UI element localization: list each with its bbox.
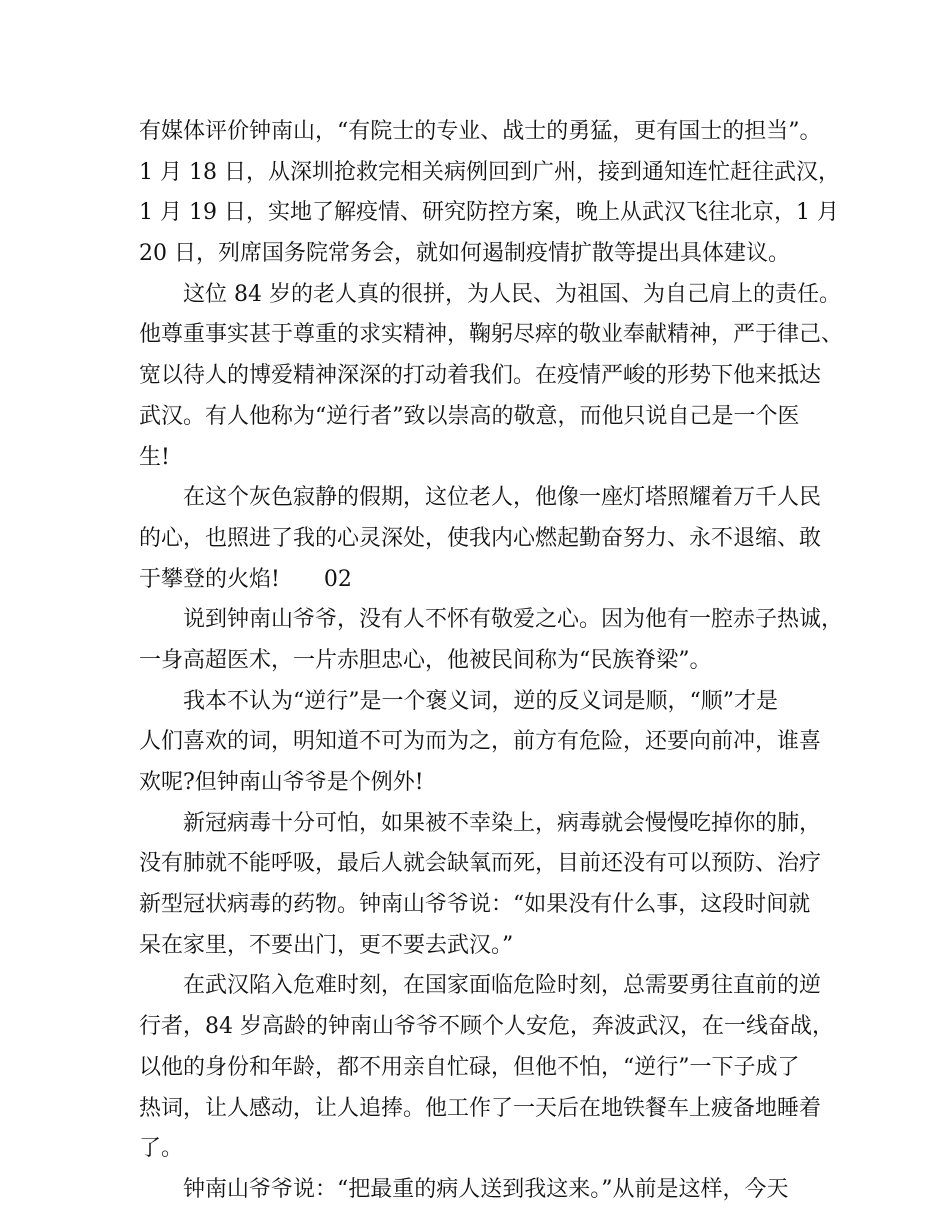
text-line: 新型冠状病毒的药物。钟南山爷爷说：“如果没有什么事，这段时间就 xyxy=(139,892,811,918)
text-line: 我本不认为“逆行”是一个褒义词，逆的反义词是顺，“顺”才是 xyxy=(139,688,778,714)
text-line: 1 月 18 日，从深圳抢救完相关病例回到广州，接到通知连忙赶往武汉， xyxy=(139,159,840,185)
text-line: 行者，84 岁高龄的钟南山爷爷不顾个人安危，奔波武汉，在一线奋战， xyxy=(139,1014,834,1040)
text-line: 没有肺就不能呼吸，最后人就会缺氧而死，目前还没有可以预防、治疗 xyxy=(139,851,822,877)
article-body xyxy=(139,112,844,1211)
text-line: 的心，也照进了我的心灵深处，使我内心燃起勤奋努力、永不退缩、敢 xyxy=(139,525,822,551)
text-line: 他尊重事实甚于尊重的求实精神，鞠躬尽瘁的敬业奉献精神，严于律己、 xyxy=(139,322,844,348)
text-line: 武汉。有人他称为“逆行者”致以崇高的敬意，而他只说自己是一个医 xyxy=(139,403,800,429)
text-line: 在这个灰色寂静的假期，这位老人，他像一座灯塔照耀着万千人民 xyxy=(139,485,822,511)
text-line: 20 日，列席国务院常务会，就如何遏制疫情扩散等提出具体建议。 xyxy=(139,241,790,267)
text-line: 钟南山爷爷说：“把最重的病人送到我这来。”从前是这样，今天 xyxy=(139,1176,789,1202)
text-line: 于攀登的火焰! 02 xyxy=(139,566,352,592)
text-line: 人们喜欢的词，明知道不可为而为之，前方有危险，还要向前冲，谁喜 xyxy=(139,729,822,755)
text-line: 欢呢?但钟南山爷爷是个例外! xyxy=(139,770,424,795)
text-line: 呆在家里，不要出门，更不要去武汉。” xyxy=(139,932,514,958)
text-line: 生! xyxy=(139,444,170,470)
text-line: 热词，让人感动，让人追捧。他工作了一天后在地铁餐车上疲备地睡着 xyxy=(139,1095,822,1121)
text-line: 说到钟南山爷爷，没有人不怀有敬爱之心。因为他有一腔赤子热诚， xyxy=(139,607,844,633)
text-line: 有媒体评价钟南山，“有院士的专业、战士的勇猛，更有国士的担当”。 xyxy=(139,119,822,144)
text-line: 以他的身份和年龄，都不用亲自忙碌，但他不怕，“逆行”一下子成了 xyxy=(139,1054,800,1080)
text-line: 新冠病毒十分可怕，如果被不幸染上，病毒就会慢慢吃掉你的肺， xyxy=(139,810,822,836)
text-line: 一身高超医术，一片赤胆忠心，他被民间称为“民族脊梁”。 xyxy=(139,647,712,673)
text-line: 1 月 19 日，实地了解疫情、研究防控方案，晚上从武汉飞往北京，1 月 xyxy=(139,200,839,226)
text-line: 了。 xyxy=(139,1136,184,1162)
text-line: 宽以待人的博爱精神深深的打动着我们。在疫情严峻的形势下他来抵达 xyxy=(139,363,822,389)
text-line: 在武汉陷入危难时刻，在国家面临危险时刻，总需要勇往直前的逆 xyxy=(139,973,822,999)
text-line: 这位 84 岁的老人真的很拼，为人民、为祖国、为自己肩上的责任。 xyxy=(139,281,841,307)
